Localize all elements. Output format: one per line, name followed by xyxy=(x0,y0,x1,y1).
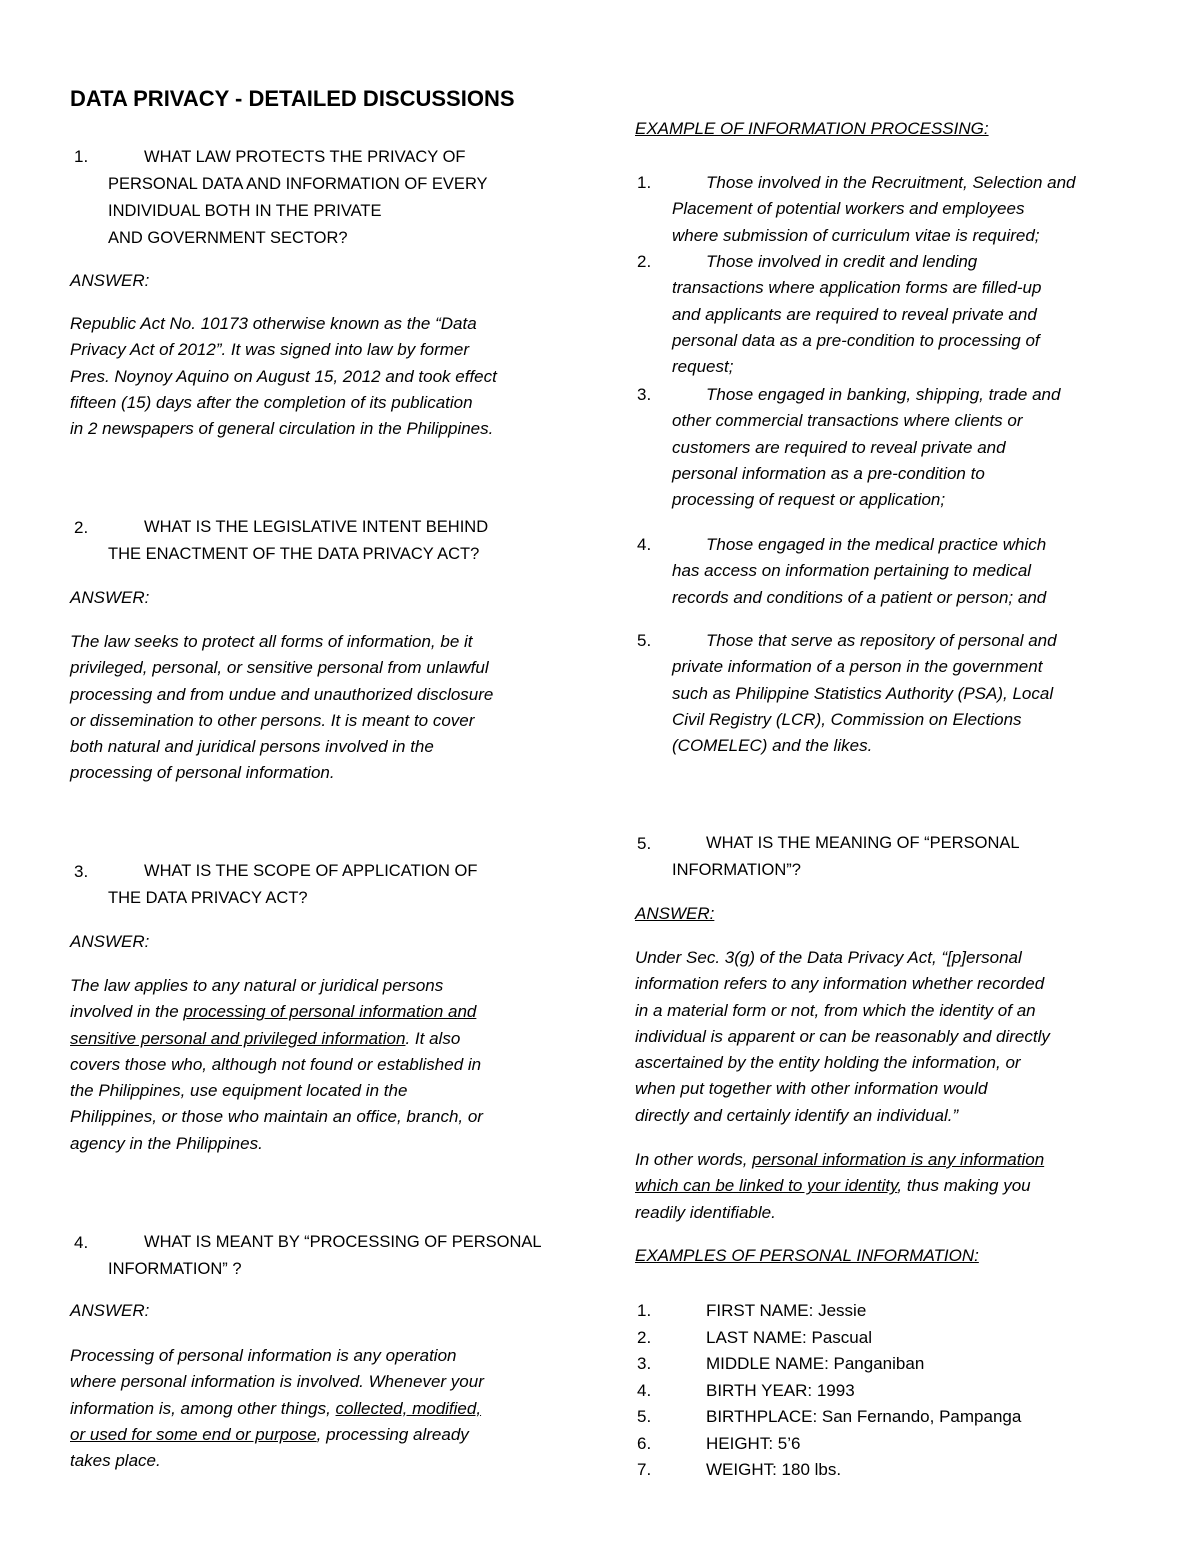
list-item-line: has access on information pertaining to medical xyxy=(672,561,1032,581)
list-item-line: Placement of potential workers and employees xyxy=(672,199,1025,219)
list-item xyxy=(672,249,1041,380)
list-item xyxy=(672,382,1060,513)
list-number: 3. xyxy=(637,1354,652,1373)
question-line: INDIVIDUAL BOTH IN THE PRIVATE xyxy=(108,202,382,220)
answer-line: agency in the Philippines. xyxy=(70,1133,263,1153)
list-item-text: MIDDLE NAME: Panganiban xyxy=(706,1354,925,1373)
list-item-line: Those that serve as repository of personal and xyxy=(706,631,1057,650)
answer-line: Processing of personal information is any operation xyxy=(70,1346,457,1365)
answer-line: Republic Act No. 10173 otherwise known as the “Data xyxy=(70,314,477,333)
list-number: 4. xyxy=(637,1380,652,1400)
answer-line: fifteen (15) days after the completion of its publication xyxy=(70,392,473,412)
list-item-text: WEIGHT: 180 lbs. xyxy=(706,1460,842,1479)
answer-line xyxy=(70,1396,484,1422)
answer-1 xyxy=(70,311,497,442)
list-item-text: LAST NAME: Pascual xyxy=(706,1327,872,1347)
page-title: DATA PRIVACY - DETAILED DISCUSSIONS xyxy=(70,86,515,111)
underlined-text: collected, modified, xyxy=(335,1398,482,1418)
answer-text: , processing already xyxy=(316,1424,469,1444)
question-number: 1. xyxy=(74,147,89,166)
answer-line: privileged, personal, or sensitive personal from unlawful xyxy=(70,658,489,678)
list-item xyxy=(637,1431,1021,1458)
answer-text: . It also xyxy=(405,1028,461,1048)
list-item xyxy=(672,628,1057,759)
answer-line: The law seeks to protect all forms of information, be it xyxy=(70,632,473,651)
answer-text: information is, among other things, xyxy=(70,1398,336,1418)
question-2 xyxy=(108,514,488,568)
question-4 xyxy=(108,1229,542,1283)
list-item-line: Those involved in credit and lending xyxy=(706,252,978,271)
answer-line: covers those who, although not found or established in xyxy=(70,1054,482,1074)
answer-label: ANSWER: xyxy=(70,588,150,607)
list-number: 6. xyxy=(637,1433,652,1453)
list-number: 7. xyxy=(637,1460,652,1479)
question-line: THE DATA PRIVACY ACT? xyxy=(108,889,308,907)
answer-line xyxy=(635,1147,1044,1173)
list-item-line: other commercial transactions where clients or xyxy=(672,411,1023,431)
answer-line: individual is apparent or can be reasonably and directly xyxy=(635,1026,1050,1046)
answer-text: , thus making you xyxy=(897,1176,1031,1196)
answer-label: ANSWER: xyxy=(635,904,715,923)
list-item-text: BIRTH YEAR: 1993 xyxy=(706,1380,855,1400)
answer-line: readily identifiable. xyxy=(635,1202,776,1222)
list-number: 4. xyxy=(637,535,652,554)
list-item xyxy=(637,1325,1021,1352)
personal-info-list xyxy=(637,1298,1021,1484)
question-line: WHAT IS THE MEANING OF “PERSONAL xyxy=(706,834,1020,852)
question-line: PERSONAL DATA AND INFORMATION OF EVERY xyxy=(108,175,488,193)
answer-5 xyxy=(635,945,1050,1129)
answer-line: when put together with other information would xyxy=(635,1079,988,1099)
answer-line: the Philippines, use equipment located in the xyxy=(70,1081,408,1101)
list-item-line: request; xyxy=(672,357,734,377)
question-5 xyxy=(672,830,1020,884)
list-item-line: records and conditions of a patient or person; and xyxy=(672,587,1047,607)
list-item-line: Those engaged in the medical practice which xyxy=(706,535,1047,554)
underlined-text: sensitive personal and privileged information xyxy=(70,1028,406,1048)
question-number: 2. xyxy=(74,518,89,537)
list-item xyxy=(637,1404,1021,1431)
list-item-text: BIRTHPLACE: San Fernando, Pampanga xyxy=(706,1407,1022,1426)
section-heading: EXAMPLE OF INFORMATION PROCESSING: xyxy=(635,119,989,138)
answer-line: or dissemination to other persons. It is meant to cover xyxy=(70,710,475,730)
answer-line: Under Sec. 3(g) of the Data Privacy Act, “[p]ersonal xyxy=(635,948,1022,967)
answer-text: In other words, xyxy=(635,1150,753,1169)
list-item-line: personal data as a pre-condition to processing of xyxy=(672,330,1040,350)
list-item-text: FIRST NAME: Jessie xyxy=(706,1301,867,1320)
list-number: 3. xyxy=(637,385,652,404)
underlined-text: which can be linked to your identity xyxy=(635,1176,898,1196)
list-number: 5. xyxy=(637,631,652,650)
list-item-line: where submission of curriculum vitae is required; xyxy=(672,225,1040,245)
list-number: 2. xyxy=(637,252,652,271)
answer-4 xyxy=(70,1343,484,1474)
answer-text: involved in the xyxy=(70,1002,184,1022)
question-number: 5. xyxy=(637,834,652,853)
question-number: 3. xyxy=(74,862,89,881)
list-item-line: processing of request or application; xyxy=(672,490,946,510)
answer-label: ANSWER: xyxy=(70,271,150,290)
answer-line: Philippines, or those who maintain an office, branch, or xyxy=(70,1107,483,1127)
question-3 xyxy=(108,858,477,912)
list-item-line: transactions where application forms are filled-up xyxy=(672,278,1042,298)
question-line: INFORMATION”? xyxy=(672,861,801,879)
list-item xyxy=(637,1457,1021,1484)
list-item xyxy=(637,1351,1021,1378)
question-1 xyxy=(108,144,488,252)
answer-label: ANSWER: xyxy=(70,932,150,951)
list-number: 1. xyxy=(637,173,652,192)
list-item-line: private information of a person in the government xyxy=(672,657,1043,677)
answer-line: Privacy Act of 2012”. It was signed into law by former xyxy=(70,340,470,360)
list-item-text: HEIGHT: 5’6 xyxy=(706,1433,801,1453)
answer-line: Pres. Noynoy Aquino on August 15, 2012 and took effect xyxy=(70,366,497,386)
answer-2 xyxy=(70,629,493,787)
answer-line xyxy=(70,1026,483,1052)
answer-line xyxy=(70,999,483,1025)
answer-line: in a material form or not, from which the identity of an xyxy=(635,1000,1036,1020)
list-item-line: customers are required to reveal private and xyxy=(672,437,1006,457)
list-number: 1. xyxy=(637,1301,652,1320)
answer-line: where personal information is involved. Whenever your xyxy=(70,1372,484,1392)
question-line: INFORMATION” ? xyxy=(108,1260,242,1278)
list-item xyxy=(637,1298,1021,1325)
list-item-line: such as Philippine Statistics Authority (PSA), Local xyxy=(672,683,1054,703)
question-line: AND GOVERNMENT SECTOR? xyxy=(108,229,348,247)
question-line: THE ENACTMENT OF THE DATA PRIVACY ACT? xyxy=(108,545,480,563)
question-line: WHAT IS THE SCOPE OF APPLICATION OF xyxy=(144,862,478,880)
answer-line: ascertained by the entity holding the information, or xyxy=(635,1053,1021,1073)
question-line: WHAT IS THE LEGISLATIVE INTENT BEHIND xyxy=(144,518,489,536)
answer-line: directly and certainly identify an individual.” xyxy=(635,1105,959,1125)
question-number: 4. xyxy=(74,1233,89,1252)
answer-line: processing of personal information. xyxy=(70,763,335,783)
section-heading: EXAMPLES OF PERSONAL INFORMATION: xyxy=(635,1246,979,1265)
question-line: WHAT LAW PROTECTS THE PRIVACY OF xyxy=(144,148,466,166)
list-item-line: (COMELEC) and the likes. xyxy=(672,736,873,756)
list-item-line: and applicants are required to reveal private and xyxy=(672,304,1037,324)
answer-line: processing and from undue and unauthorized disclosure xyxy=(70,684,494,704)
answer-5-summary xyxy=(635,1147,1044,1226)
answer-label: ANSWER: xyxy=(70,1301,150,1320)
list-item xyxy=(637,1378,1021,1405)
answer-line: in 2 newspapers of general circulation in the Philippines. xyxy=(70,419,494,439)
underlined-text: or used for some end or purpose xyxy=(70,1424,317,1444)
answer-line xyxy=(635,1173,1044,1199)
answer-3 xyxy=(70,973,483,1157)
list-item-line: Civil Registry (LCR), Commission on Elections xyxy=(672,709,1022,729)
list-item-line: personal information as a pre-condition to xyxy=(672,463,985,483)
list-number: 5. xyxy=(637,1407,652,1426)
question-line: WHAT IS MEANT BY “PROCESSING OF PERSONAL xyxy=(144,1233,542,1251)
underlined-text: personal information is any information xyxy=(752,1150,1045,1169)
answer-line: The law applies to any natural or juridical persons xyxy=(70,976,444,995)
answer-line: takes place. xyxy=(70,1451,161,1471)
list-number: 2. xyxy=(637,1327,652,1347)
list-item-line: Those involved in the Recruitment, Selection and xyxy=(706,173,1076,192)
list-item-line: Those engaged in banking, shipping, trade and xyxy=(706,385,1061,404)
underlined-text: processing of personal information and xyxy=(183,1002,477,1022)
list-item xyxy=(672,532,1046,611)
list-item xyxy=(672,170,1075,249)
answer-line: both natural and juridical persons involved in the xyxy=(70,737,434,757)
answer-line xyxy=(70,1422,484,1448)
answer-line: information refers to any information whether recorded xyxy=(635,974,1045,994)
